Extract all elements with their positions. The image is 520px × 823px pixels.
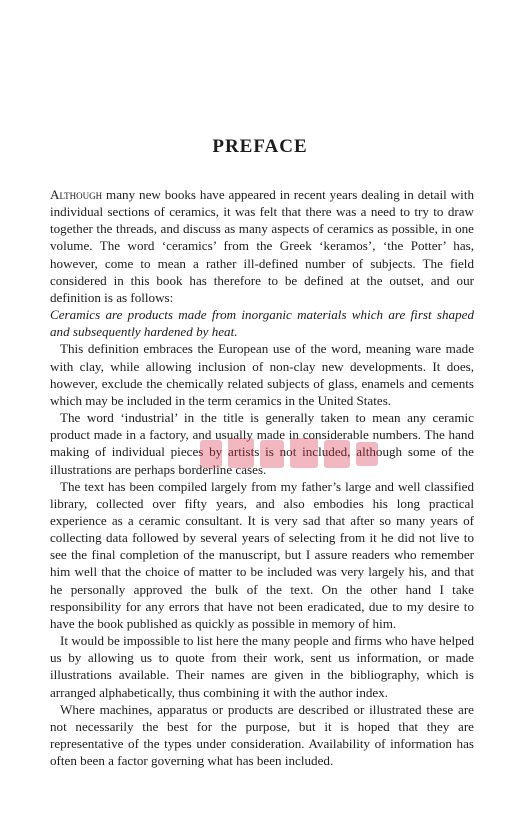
paragraph-1-lead-word: Although	[50, 187, 103, 202]
preface-body	[50, 186, 474, 769]
paragraph-1-text: many new books have appeared in recent years dealing in detail with individual sections of ceramics, it was felt that there was a need to try to draw together the threads, and discuss as many aspects of ceramics as possible, in one volume. The word ‘ceramics’ from the Greek ‘keramos’, ‘the Potter’ has, however, come to mean a rather ill-defined number of subjects. The field considered in this book has therefore to be defined at the outset, and our definition is as follows:	[50, 187, 474, 305]
paragraph-3: This definition embraces the European use of the word, meaning ware made with clay, while allowing inclusion of non-clay new developments. It does, however, exclude the chemically related subjects of glass, enamels and cements which may be included in the term ceramics in the United States.	[50, 341, 474, 408]
page-title: PREFACE	[212, 136, 308, 157]
paragraph-6: It would be impossible to list here the many people and firms who have helped us by allowing us to quote from their work, sent us information, or made illustrations available. Their names are given in the bibliography, which is arranged alphabetically, thus combining it with the author index.	[50, 633, 474, 700]
paragraph-5: The text has been compiled largely from my father’s large and well classified library, collected over fifty years, and also embodies his long practical experience as a ceramic consultant. It is very sad that after so many years of collecting data followed by several years of selecting from it he did not live to see the final completion of the manuscript, but I assure readers who remember him well that the choice of matter to be included was very largely his, and that he personally approved the bulk of the text. On the other hand I take responsibility for any errors that have not been eradicated, due to my desire to have the book published as quickly as possible in memory of him.	[50, 478, 474, 631]
ceramics-definition: Ceramics are products made from inorganic materials which are first shaped and subsequently hardened by heat.	[50, 307, 474, 340]
paragraph-7: Where machines, apparatus or products are described or illustrated these are not necessarily the best for the purpose, but it is hoped that they are representative of the types under consideration. Availability of information has often been a factor governing what has been included.	[50, 701, 474, 769]
paragraph-4: The word ‘industrial’ in the title is generally taken to mean any ceramic product made in a factory, and usually made in considerable numbers. The hand making of individual pieces by artists is not included, although some of the illustrations are perhaps borderline cases.	[50, 410, 474, 477]
paragraph-1	[50, 186, 474, 306]
